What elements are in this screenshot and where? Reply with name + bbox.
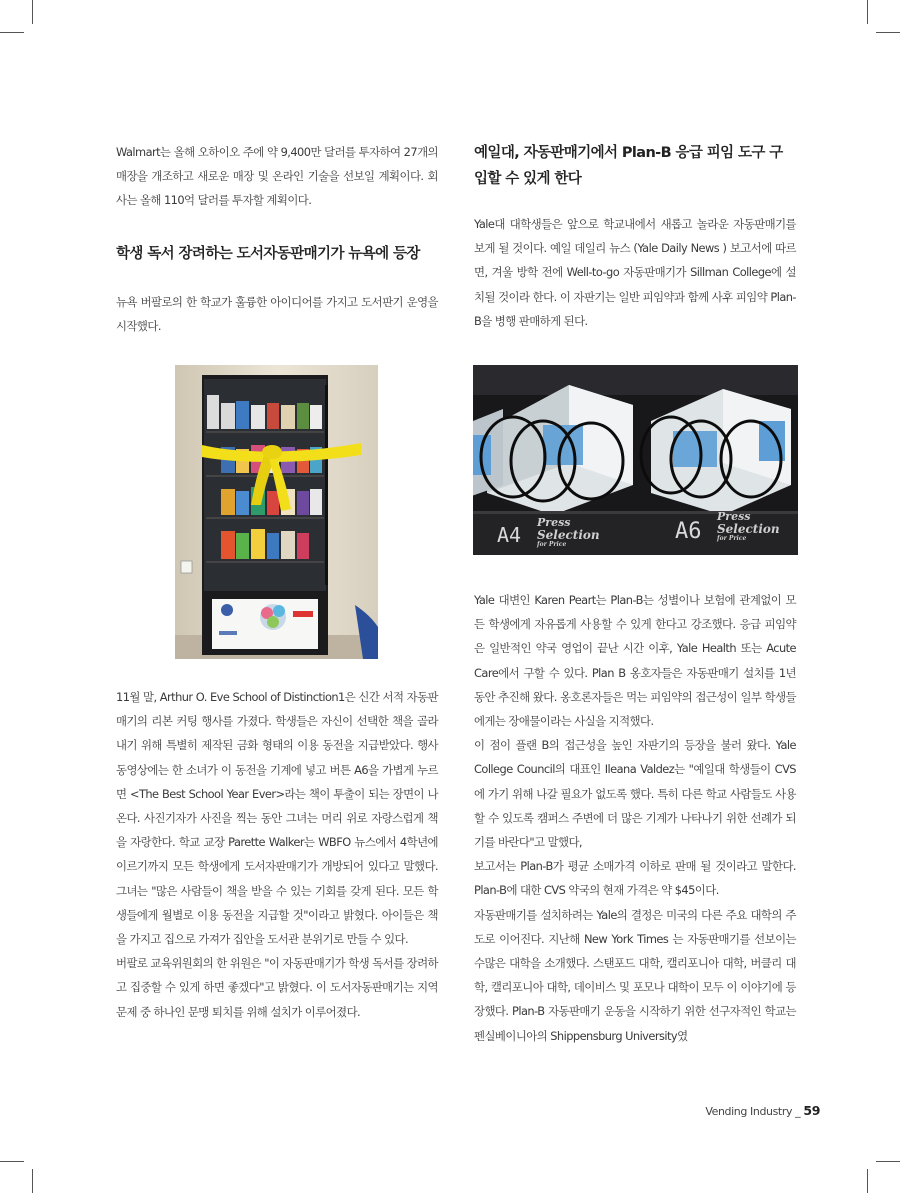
walmart-intro-paragraph: Walmart는 올해 오하이오 주에 약 9,400만 달러를 투자하여 27개의 매장을 개조하고 새로운 매장 및 온라인 기술을 선보일 계획이다. 회사는 올해 110억 달러를 투자할 계획이다. (116, 145, 438, 208)
slot-a6-label: A6 (675, 519, 702, 544)
selection-text-1: Selection (537, 528, 600, 542)
crop-mark-bottom-right-h (876, 1161, 900, 1162)
press-selection-label-2 (717, 511, 780, 542)
publication-name: Vending Industry _ (705, 1105, 801, 1118)
yale-paragraph-2: Yale 대변인 Karen Peart는 Plan-B는 성별이나 보험에 관계없이 모든 학생에게 자유롭게 사용할 수 있게 한다고 강조했다. 응급 피임약은 일반적인 약국 영업이 끝난 시간 이후, Yale Health 또는 Acute Care에서 구할 수 있다. Plan B 옹호자들은 자동판매기 설치를 1년 동안 추진해 왔다. 옹호론자들은 먹는 피임약의 접근성이 일부 학생들에게는 장애물이라는 사실을 지적했다. (474, 593, 796, 729)
press-selection-label-1 (537, 517, 600, 548)
for-price-text-1: for Price (537, 541, 567, 548)
page-number: 59 (803, 1103, 820, 1118)
book-vending-lead: 뉴욕 버팔로의 한 학교가 훌륭한 아이디어를 가지고 도서판기 운영을 시작했다. (116, 294, 438, 333)
book-vending-machine-photo (175, 365, 378, 659)
yale-paragraph-1: Yale대 대학생들은 앞으로 학교내에서 새롭고 놀라운 자동판매기를 보게 될 것이다. 예일 데일리 뉴스 (Yale Daily News ) 보고서에 따르면, 겨울 방학 전에 Well-to-go 자동판매기가 Sillman College에 설치될 것이라 한다. 이 자판기는 일반 피임약과 함께 사후 피임약 Plan-B을 병행 판매하게 된다. (474, 217, 796, 328)
right-column (474, 140, 796, 333)
crop-mark-bottom-left-v (32, 1169, 33, 1193)
slot-a4-label: A4 (497, 523, 522, 547)
yale-plan-b-heading: 예일대, 자동판매기에서 Plan-B 응급 피임 도구 구입할 수 있게 한다 (474, 145, 783, 187)
crop-mark-top-right-h (876, 32, 900, 33)
crop-mark-top-left-v (32, 0, 33, 24)
crop-mark-top-right-v (867, 0, 868, 24)
press-text-1: Press (537, 516, 571, 529)
right-column-lower (474, 588, 796, 1048)
yale-paragraph-5: 자동판매기를 설치하려는 Yale의 결정은 미국의 다른 주요 대학의 주도로 이어진다. 지난해 New York Times 는 자동판매기를 선보이는 수많은 대학을 소개했다. 스탠포드 대학, 캘리포니아 대학, 버클리 대학, 캘리포니아 대학, 데이비스 및 포모나 대학이 모두 이 이야기에 등장했다. Plan-B 자동판매기 운동을 시작하기 위한 선구자적인 학교는 펜실베이니아의 Shippensburg University였 (474, 907, 796, 1043)
vending-machine-illustration (175, 365, 378, 659)
crop-mark-top-left-h (0, 32, 24, 33)
book-vending-paragraph-1: 11월 말, Arthur O. Eve School of Distinction1은 신간 서적 자동판매기의 리본 커팅 행사를 가졌다. 학생들은 자신이 선택한 책을 골라내기 위해 특별히 제작된 금화 형태의 이용 동전을 지급받았다. 행사 동영상에는 한 소녀가 이 동전을 기계에 넣고 버튼 A6을 가볍게 누르면 <The Best School Year Ever>라는 책이 투출이 되는 장면이 나온다. 사진기자가 사진을 찍는 동안 그녀는 머리 위로 자랑스럽게 책을 자랑한다. 학교 교장 Parette Walker는 WBFO 뉴스에서 4학년에 이르기까지 모든 학생에게 도서자판매기가 개방되어 있다고 말했다. 그녀는 "많은 사람들이 책을 받을 수 있는 기회를 갖게 된다. 모든 학생들에게 월별로 이용 동전을 지급할 것"이라고 밝혔다. 아이들은 책을 가지고 집으로 가져가 집안을 도서관 분위기로 만들 수 있다. (116, 690, 438, 947)
left-column-lower (116, 685, 438, 1024)
yale-paragraph-3: 이 점이 플랜 B의 접근성을 높인 자판기의 등장을 불러 왔다. Yale College Council의 대표인 Ileana Valdez는 "예일대 학생들이 CVS에 가기 위해 나갈 필요가 없도록 했다. 특히 다른 학교 사람들도 사용할 수 있도록 캠퍼스 주변에 더 많은 기계가 나타나기 위한 선례가 되기를 바란다"고 말했다, (474, 738, 796, 850)
for-price-text-2: for Price (717, 535, 747, 542)
plan-b-vending-photo (473, 365, 798, 555)
press-text-2: Press (717, 510, 751, 523)
selection-text-2: Selection (717, 522, 780, 536)
book-vending-heading: 학생 독서 장려하는 도서자동판매기가 뉴욕에 등장 (116, 245, 420, 262)
crop-mark-bottom-right-v (867, 1169, 868, 1193)
yale-paragraph-4: 보고서는 Plan-B가 평균 소매가격 이하로 판매 될 것이라고 말한다. Plan-B에 대한 CVS 약국의 현재 가격은 약 $45이다. (474, 859, 796, 898)
book-vending-paragraph-2: 버팔로 교육위원회의 한 위원은 "이 자동판매기가 학생 독서를 장려하고 집중할 수 있게 하면 좋겠다"고 밝혔다. 이 도서자동판매기는 지역 문제 중 하나인 문맹 퇴치를 위해 설치가 이루어졌다. (116, 956, 438, 1019)
crop-mark-bottom-left-h (0, 1161, 24, 1162)
page-footer (705, 1103, 820, 1118)
left-column (116, 140, 438, 338)
